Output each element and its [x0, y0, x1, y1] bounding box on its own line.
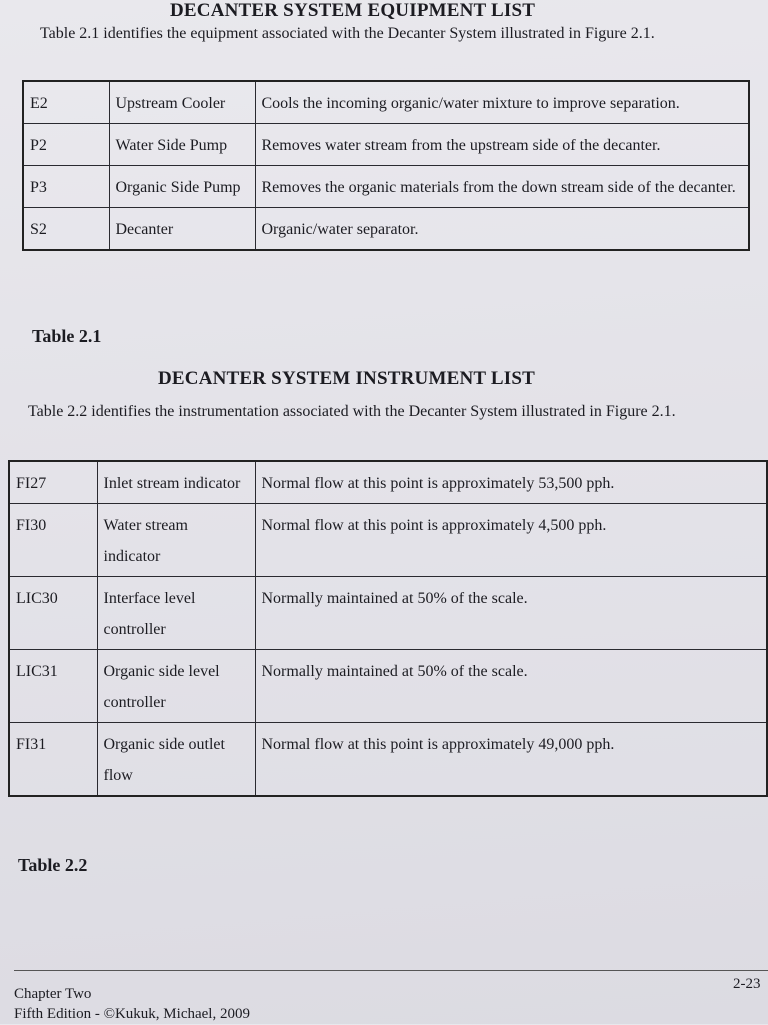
- instrument-tag-cell: FI27: [9, 461, 97, 504]
- instrument-tag-cell: LIC30: [9, 577, 97, 650]
- instrument-table: [8, 460, 768, 797]
- table-row: [23, 166, 749, 208]
- table-row: [9, 461, 767, 504]
- footer-divider: [14, 970, 768, 971]
- equipment-name-cell: Decanter: [109, 208, 255, 251]
- table-caption: Table 2.1: [32, 326, 102, 346]
- equipment-tag-cell: P3: [23, 166, 109, 208]
- table-row: [23, 81, 749, 124]
- page-number: 2-23: [733, 976, 761, 992]
- equipment-description-cell: Cools the incoming organic/water mixture to improve separation.: [255, 81, 749, 124]
- footer-edition: Fifth Edition - ©Kukuk, Michael, 2009: [14, 1006, 250, 1022]
- instrument-tag-cell: LIC31: [9, 650, 97, 723]
- instrument-name-cell: Inlet stream indicator: [97, 461, 255, 504]
- instrument-name-cell: Organic side outlet flow: [97, 723, 255, 797]
- equipment-tag-cell: E2: [23, 81, 109, 124]
- equipment-description-cell: Organic/water separator.: [255, 208, 749, 251]
- instrument-description-cell: Normal flow at this point is approximately 49,000 pph.: [255, 723, 767, 797]
- equipment-name-cell: Water Side Pump: [109, 124, 255, 166]
- table-row: [9, 577, 767, 650]
- table-row: [9, 723, 767, 797]
- instrument-intro-text: Table 2.2 identifies the instrumentation associated with the Decanter System illustrated in Figure 2.1.: [28, 403, 676, 420]
- instrument-name-cell: Water stream indicator: [97, 504, 255, 577]
- instrument-tag-cell: FI30: [9, 504, 97, 577]
- equipment-list-title: DECANTER SYSTEM EQUIPMENT LIST: [170, 0, 536, 21]
- instrument-description-cell: Normal flow at this point is approximately 4,500 pph.: [255, 504, 767, 577]
- instrument-description-cell: Normally maintained at 50% of the scale.: [255, 577, 767, 650]
- table-row: [23, 124, 749, 166]
- table-caption: Table 2.2: [18, 855, 88, 875]
- equipment-intro-text: Table 2.1 identifies the equipment associated with the Decanter System illustrated in Figure 2.1.: [40, 25, 655, 42]
- instrument-name-cell: Interface level controller: [97, 577, 255, 650]
- table-row: [23, 208, 749, 251]
- instrument-description-cell: Normally maintained at 50% of the scale.: [255, 650, 767, 723]
- equipment-tag-cell: P2: [23, 124, 109, 166]
- equipment-description-cell: Removes water stream from the upstream side of the decanter.: [255, 124, 749, 166]
- instrument-list-title: DECANTER SYSTEM INSTRUMENT LIST: [158, 368, 535, 389]
- equipment-table: [22, 80, 750, 251]
- equipment-name-cell: Upstream Cooler: [109, 81, 255, 124]
- instrument-description-cell: Normal flow at this point is approximately 53,500 pph.: [255, 461, 767, 504]
- instrument-tag-cell: FI31: [9, 723, 97, 797]
- equipment-tag-cell: S2: [23, 208, 109, 251]
- footer-chapter: Chapter Two: [14, 986, 92, 1002]
- equipment-description-cell: Removes the organic materials from the down stream side of the decanter.: [255, 166, 749, 208]
- table-row: [9, 504, 767, 577]
- table-row: [9, 650, 767, 723]
- equipment-name-cell: Organic Side Pump: [109, 166, 255, 208]
- instrument-name-cell: Organic side level controller: [97, 650, 255, 723]
